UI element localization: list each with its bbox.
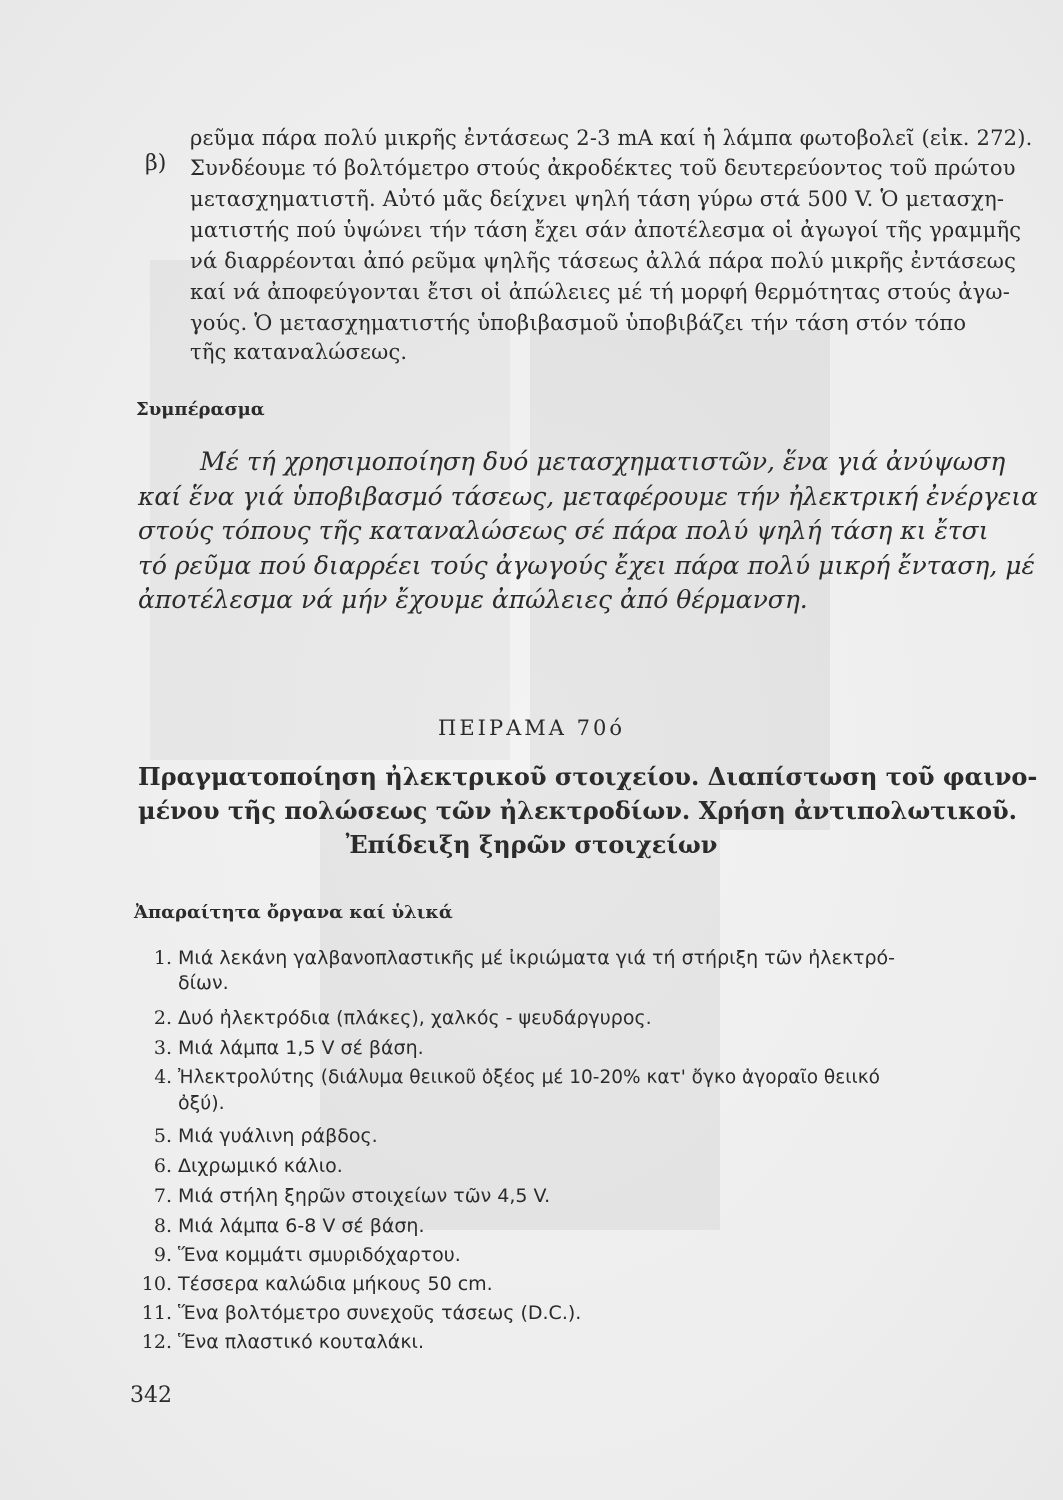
- list-item-number: 5.: [153, 1125, 172, 1147]
- list-item: [128, 1152, 343, 1180]
- experiment-title-line: Ἐπίδειξη ξηρῶν στοιχείων: [345, 830, 718, 859]
- list-item-continuation: ὀξύ).: [178, 1092, 225, 1114]
- item-label-b: β): [145, 151, 167, 176]
- conclusion-line: καί ἕνα γιά ὑποβιβασμό τάσεως, μεταφέρουμε τήν ἠλεκτρική ἐνέργεια: [138, 482, 1038, 511]
- paragraph-line: Συνδέουμε τό βολτόμετρο στούς ἀκροδέκτες τοῦ δευτερεύοντος τοῦ πρώτου: [190, 156, 1016, 180]
- experiment-title-line: μένου τῆς πολώσεως τῶν ἠλεκτροδίων. Χρήση ἀντιπολωτικοῦ.: [138, 796, 1017, 825]
- list-item-number: 8.: [153, 1215, 172, 1237]
- conclusion-heading: Συμπέρασμα: [136, 399, 265, 420]
- experiment-label-row: [0, 716, 1063, 740]
- list-item-text: Δυό ἠλεκτρόδια (πλάκες), χαλκός - ψευδάργυρος.: [178, 1007, 652, 1029]
- conclusion-line: στούς τόπους τῆς καταναλώσεως σέ πάρα πολύ ψηλή τάση κι ἔτσι: [138, 516, 989, 545]
- list-item-number: 3.: [153, 1037, 172, 1059]
- conclusion-line: τό ρεῦμα πού διαρρέει τούς ἀγωγούς ἔχει πάρα πολύ μικρή ἔνταση, μέ: [138, 551, 1035, 580]
- experiment-label: ΠΕΙΡΑΜΑ 70ό: [438, 716, 625, 740]
- list-item-text: Τέσσερα καλώδια μήκους 50 cm.: [178, 1273, 493, 1295]
- paragraph-line: ματιστής πού ὑψώνει τήν τάση ἔχει σάν ἀποτέλεσμα οἱ ἀγωγοί τῆς γραμμῆς: [190, 218, 1022, 242]
- list-item: [128, 1299, 581, 1327]
- list-item-number: 2.: [153, 1007, 172, 1029]
- list-item-text: Ἕνα κομμάτι σμυριδόχαρτου.: [178, 1244, 461, 1266]
- list-item: [128, 1212, 424, 1240]
- paragraph-line: νά διαρρέονται ἀπό ρεῦμα ψηλῆς τάσεως ἀλλά πάρα πολύ μικρῆς ἐντάσεως: [190, 249, 1017, 273]
- list-item-text: Μιά στήλη ξηρῶν στοιχείων τῶν 4,5 V.: [178, 1185, 551, 1207]
- experiment-title-line: Πραγματοποίηση ἠλεκτρικοῦ στοιχείου. Διαπίστωση τοῦ φαινο-: [138, 762, 1038, 791]
- list-item-text: Διχρωμικό κάλιο.: [178, 1155, 343, 1177]
- list-item-continuation: δίων.: [178, 972, 229, 994]
- list-item-text: Ἕνα βολτόμετρο συνεχοῦς τάσεως (D.C.).: [178, 1302, 582, 1324]
- paragraph-line: ρεῦμα πάρα πολύ μικρῆς ἐντάσεως 2-3 mA καί ἡ λάμπα φωτοβολεῖ (εἰκ. 272).: [190, 126, 1033, 150]
- list-item-number: 4.: [154, 1067, 172, 1088]
- list-item: [128, 1004, 652, 1032]
- list-item-number: 12.: [141, 1331, 172, 1353]
- paragraph-line: καί νά ἀποφεύγονται ἔτσι οἱ ἀπώλειες μέ τή μορφή θερμότητας στούς ἀγω-: [190, 280, 1011, 304]
- list-item-text: Μιά γυάλινη ράβδος.: [178, 1125, 378, 1147]
- experiment-title-row: [0, 830, 1063, 859]
- list-item-number: 1.: [153, 947, 172, 969]
- list-item-number: 10.: [141, 1273, 172, 1295]
- list-item: [128, 1034, 424, 1062]
- list-item-number: 9.: [153, 1244, 172, 1266]
- page-number: 342: [130, 1383, 172, 1408]
- list-item: [128, 1241, 461, 1269]
- conclusion-line: Μέ τή χρησιμοποίηση δυό μετασχηματιστῶν, ἕνα γιά ἀνύψωση: [200, 447, 1006, 476]
- list-item: [128, 1122, 378, 1150]
- list-item: [128, 1328, 424, 1356]
- list-item-number: 6.: [153, 1155, 172, 1177]
- list-item: [128, 1182, 550, 1210]
- conclusion-line: ἀποτέλεσμα νά μήν ἔχουμε ἀπώλειες ἀπό θέρμανση.: [138, 585, 808, 614]
- list-item: [128, 1064, 880, 1092]
- list-item-text: Ἠλεκτρολύτης (διάλυμα θειικοῦ ὀξέος μέ 10-20% κατ' ὄγκο ἀγοραῖο θειικό: [178, 1067, 880, 1088]
- list-item-text: Μιά λάμπα 1,5 V σέ βάση.: [178, 1037, 424, 1059]
- list-item: [128, 944, 895, 972]
- list-item-text: Ἕνα πλαστικό κουταλάκι.: [178, 1331, 424, 1353]
- list-item: [128, 1270, 493, 1298]
- paragraph-line: τῆς καταναλώσεως.: [190, 340, 408, 364]
- list-item-number: 7.: [153, 1185, 172, 1207]
- list-item-text: Μιά λεκάνη γαλβανοπλαστικῆς μέ ἰκριώματα γιά τή στήριξη τῶν ἠλεκτρό-: [178, 947, 895, 969]
- list-item-text: Μιά λάμπα 6-8 V σέ βάση.: [178, 1215, 425, 1237]
- list-item-number: 11.: [141, 1302, 172, 1324]
- paragraph-line: γούς. Ὁ μετασχηματιστής ὑποβιβασμοῦ ὑποβιβάζει τήν τάση στόν τόπο: [190, 311, 967, 335]
- paragraph-line: μετασχηματιστῆ. Αὐτό μᾶς δείχνει ψηλή τάση γύρω στά 500 V. Ὁ μετασχη-: [190, 187, 1005, 211]
- materials-heading: Ἀπαραίτητα ὄργανα καί ὑλικά: [134, 902, 453, 923]
